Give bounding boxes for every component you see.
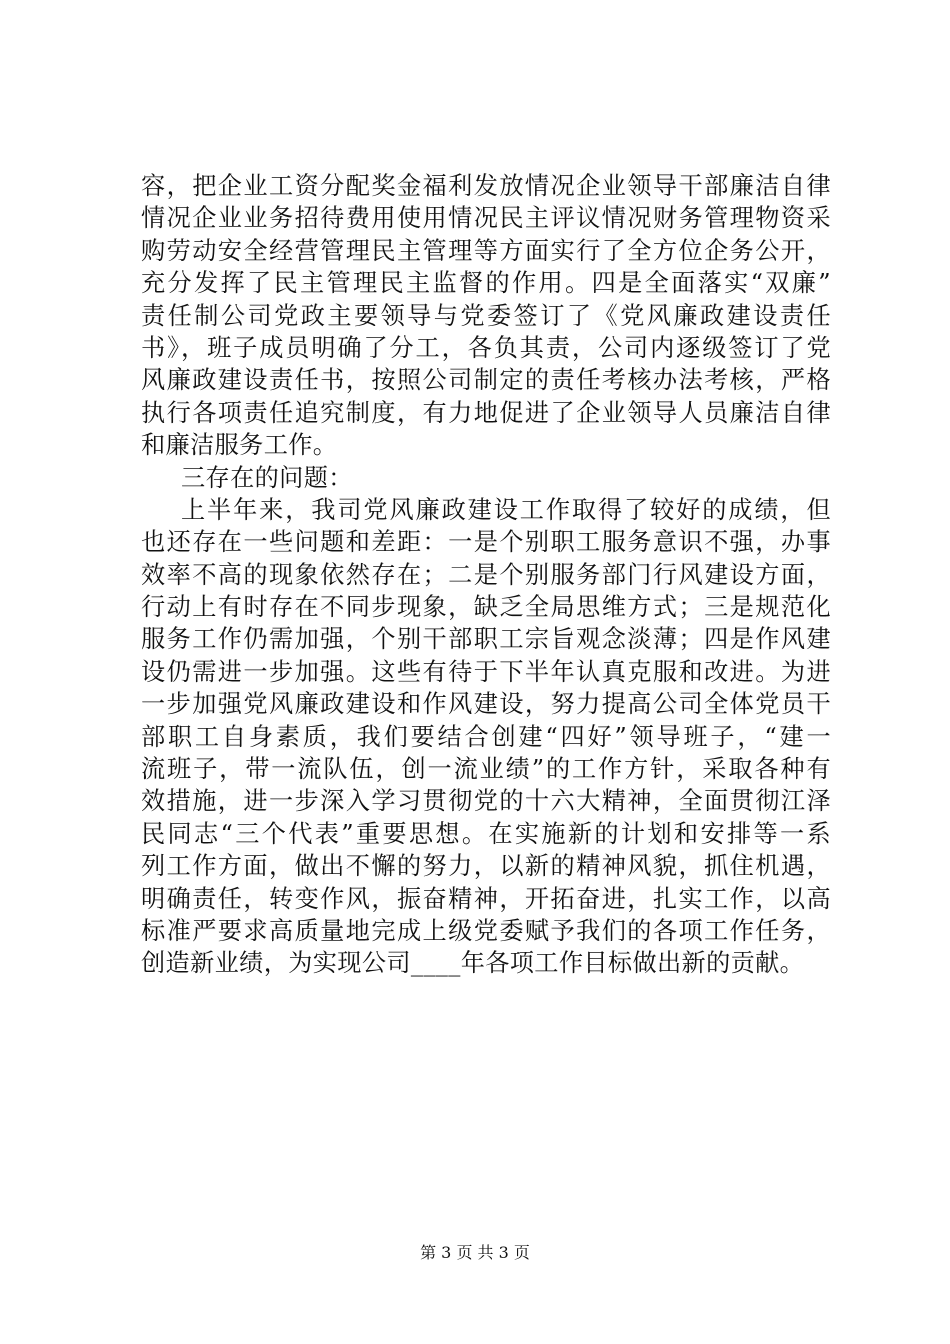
text-line: 民同志“三个代表”重要思想。在实施新的计划和安排等一系 [141, 819, 831, 848]
text-line: 效率不高的现象依然存在；二是个别服务部门行风建设方面， [141, 560, 831, 589]
text-line: 标准严要求高质量地完成上级党委赋予我们的各项工作任务， [141, 916, 831, 945]
text-line: 效措施，进一步深入学习贯彻党的十六大精神，全面贯彻江泽 [141, 787, 831, 816]
document-body [141, 170, 831, 980]
text-line: 流班子，带一流队伍，创一流业绩”的工作方针，采取各种有 [141, 755, 831, 784]
text-line: 书》，班子成员明确了分工，各负其责，公司内逐级签订了党 [141, 333, 831, 362]
text-line: 上半年来，我司党风廉政建设工作取得了较好的成绩，但 [181, 495, 831, 524]
text-line: 风廉政建设责任书，按照公司制定的责任考核办法考核，严格 [141, 366, 831, 395]
text-line: 服务工作仍需加强，个别干部职工宗旨观念淡薄；四是作风建 [141, 625, 831, 654]
paragraph-2 [141, 494, 831, 980]
text-line: 创造新业绩，为实现公司____年各项工作目标做出新的贡献。 [141, 949, 805, 978]
text-line: 列工作方面，做出不懈的努力，以新的精神风貌，抓住机遇， [141, 852, 831, 881]
text-line: 和廉洁服务工作。 [141, 431, 338, 460]
paragraph-1 [141, 170, 831, 462]
text-line: 情况企业业务招待费用使用情况民主评议情况财务管理物资采 [141, 204, 831, 233]
text-line: 购劳动安全经营管理民主管理等方面实行了全方位企务公开， [141, 236, 831, 265]
text-line: 设仍需进一步加强。这些有待于下半年认真克服和改进。为进 [141, 657, 831, 686]
text-line: 充分发挥了民主管理民主监督的作用。四是全面落实“双廉” [141, 269, 831, 298]
text-line: 明确责任，转变作风，振奋精神，开拓奋进，扎实工作，以高 [141, 884, 831, 913]
text-line: 责任制公司党政主要领导与党委签订了《党风廉政建设责任 [141, 301, 831, 330]
section-heading: 三存在的问题： [181, 463, 353, 492]
text-line: 也还存在一些问题和差距：一是个别职工服务意识不强，办事 [141, 528, 831, 557]
text-line: 一步加强党风廉政建设和作风建设，努力提高公司全体党员干 [141, 690, 831, 719]
page-number-footer: 第 3 页 共 3 页 [420, 1243, 530, 1262]
text-line: 容，把企业工资分配奖金福利发放情况企业领导干部廉洁自律 [141, 172, 831, 200]
text-line: 部职工自身素质，我们要结合创建“四好”领导班子，“建一 [141, 722, 831, 751]
text-line: 行动上有时存在不同步现象，缺乏全局思维方式；三是规范化 [141, 593, 831, 622]
text-line: 执行各项责任追究制度，有力地促进了企业领导人员廉洁自律 [141, 398, 831, 427]
